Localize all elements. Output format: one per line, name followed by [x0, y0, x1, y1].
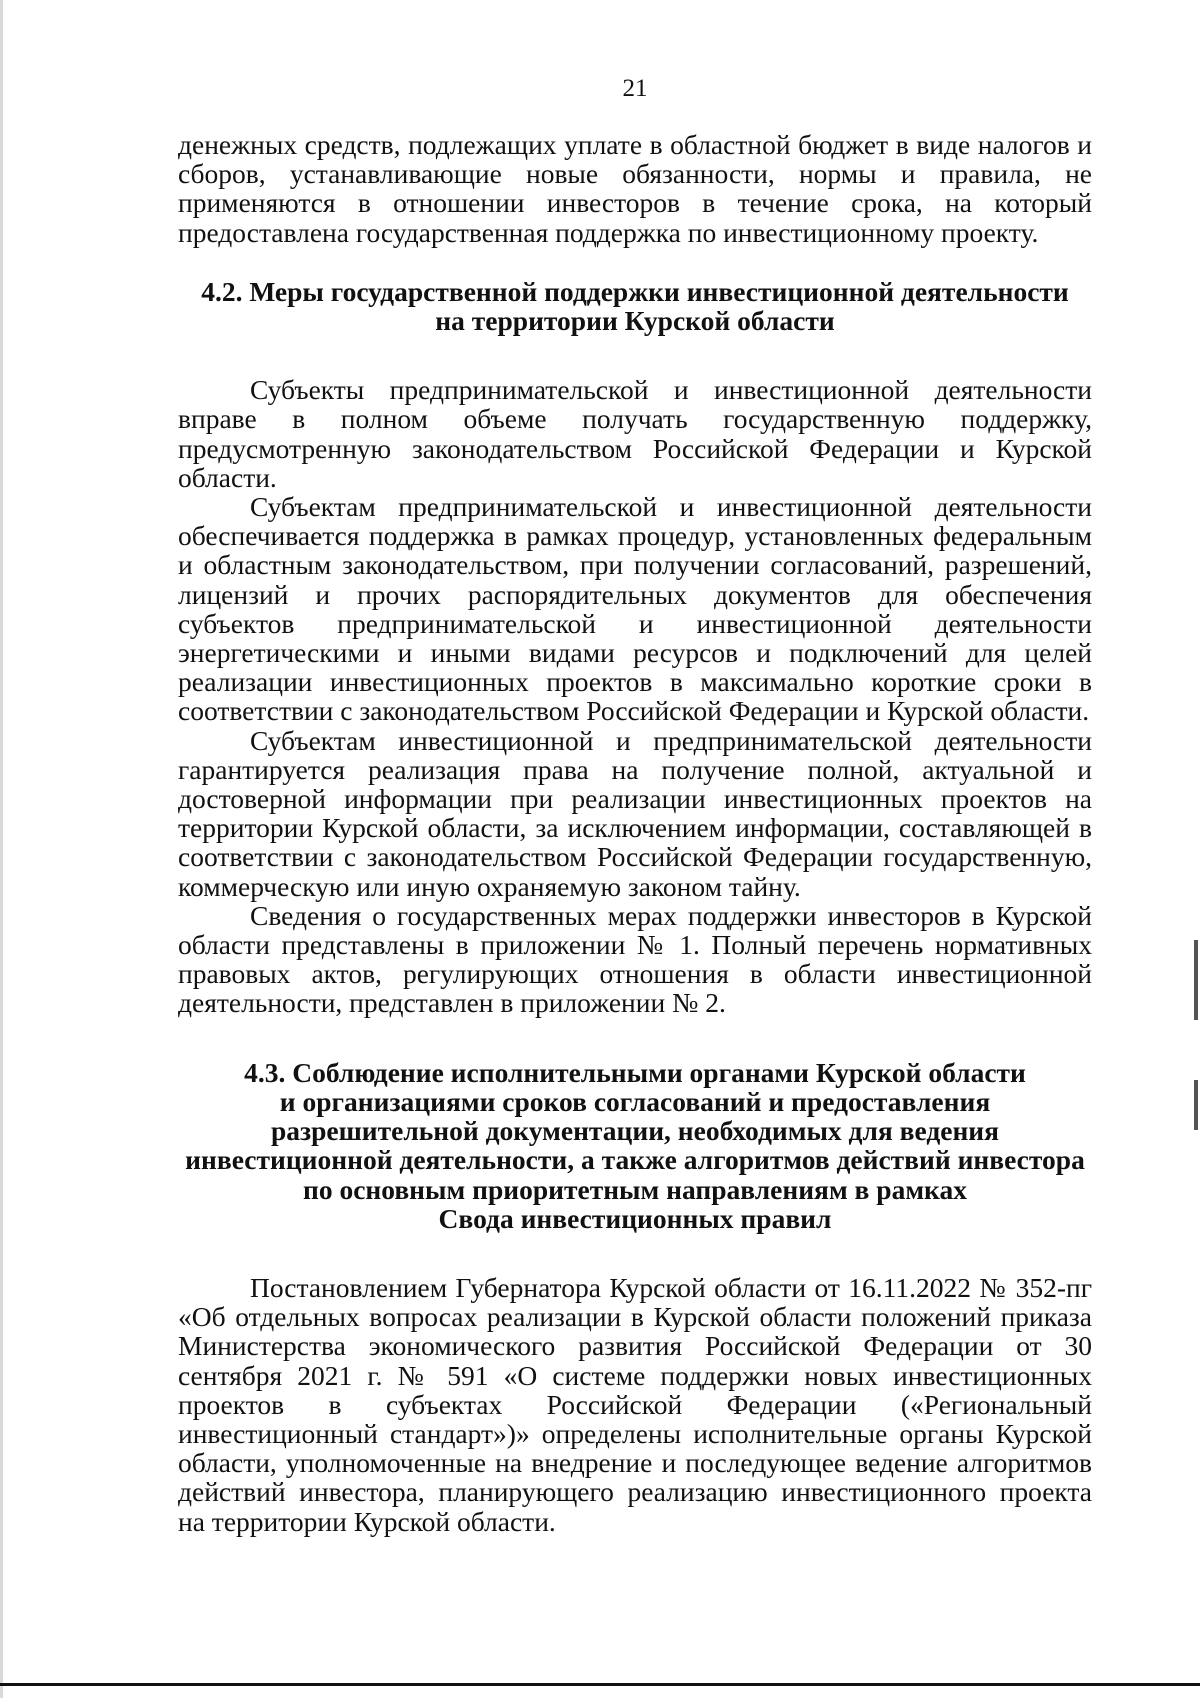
section-4-3-heading — [178, 1058, 1092, 1233]
heading-line: разрешительной документации, необходимых для ведения — [270, 1115, 1000, 1147]
section-4-2-paragraph: Сведения о государственных мерах поддержки инвесторов в Курской области представлены в приложении № 1. Полный перечень нормативных правовых актов, регулирующих отношения в области инвестиционной деятельности, представлен в приложении № 2. — [178, 899, 1092, 1019]
heading-line: и организациями сроков согласований и предоставления — [279, 1085, 991, 1117]
section-4-2-heading — [178, 277, 1092, 335]
intro-paragraph: денежных средств, подлежащих уплате в областной бюджет в виде налогов и сборов, устанавливающие новые обязанности, нормы и правила, не применяются в отношении инвесторов в течение срока, на который предоставлена государственная поддержка по инвестиционному проекту. — [178, 129, 1092, 248]
section-4-2-paragraph: Субъекты предпринимательской и инвестиционной деятельности вправе в полном объеме получать государственную поддержку, предусмотренную законодательством Российской Федерации и Курской области. — [178, 374, 1092, 493]
document-body — [178, 130, 1092, 1536]
page-bottom-border — [0, 1683, 1200, 1686]
heading-line: по основным приоритетным направлениям в рамках — [303, 1173, 967, 1205]
page-number: 21 — [622, 75, 648, 102]
section-4-2-paragraph: Субъектам инвестиционной и предпринимательской деятельности гарантируется реализация права на получение полной, актуальной и достоверной информации при реализации инвестиционных проектов на территории Курской области, за исключением информации, составляющей в соответствии с законодательством Российской Федерации государственную, коммерческую или иную охраняемую законом тайну. — [178, 724, 1092, 902]
scan-edge-mark — [1194, 1080, 1198, 1130]
scan-edge-left — [0, 0, 3, 1698]
heading-line: на территории Курской области — [435, 305, 835, 337]
section-4-2-paragraph: Субъектам предпринимательской и инвестиционной деятельности обеспечивается поддержка в рамках процедур, установленных федеральным и областным законодательством, при получении согласований, разрешений, лицензий и прочих распорядительных документов для обеспечения субъектов предпринимательской и инвестиционной деятельности энергетическими и иными видами ресурсов и подключений для целей реализации инвестиционных проектов в максимально короткие сроки в соответствии с законодательством Российской Федерации и Курской области. — [178, 491, 1092, 727]
heading-line: 4.3. Соблюдение исполнительными органами Курской области — [244, 1056, 1026, 1088]
section-4-3-paragraph: Постановлением Губернатора Курской области от 16.11.2022 № 352-пг «Об отдельных вопросах реализации в Курской области положений приказа Министерства экономического развития Российской Федерации от 30 сентября 2021 г. № 591 «О системе поддержки новых инвестиционных проектов в субъектах Российской Федерации («Региональный инвестиционный стандарт»)» определены исполнительные органы Курской области, уполномоченные на внедрение и последующее ведение алгоритмов действий инвестора, планирующего реализацию инвестиционного проекта на территории Курской области. — [178, 1271, 1092, 1537]
scan-edge-mark — [1194, 940, 1198, 1020]
heading-line: 4.2. Меры государственной поддержки инвестиционной деятельности — [201, 275, 1069, 307]
heading-line: Свода инвестиционных правил — [438, 1202, 832, 1234]
heading-line: инвестиционной деятельности, а также алгоритмов действий инвестора — [185, 1144, 1085, 1176]
